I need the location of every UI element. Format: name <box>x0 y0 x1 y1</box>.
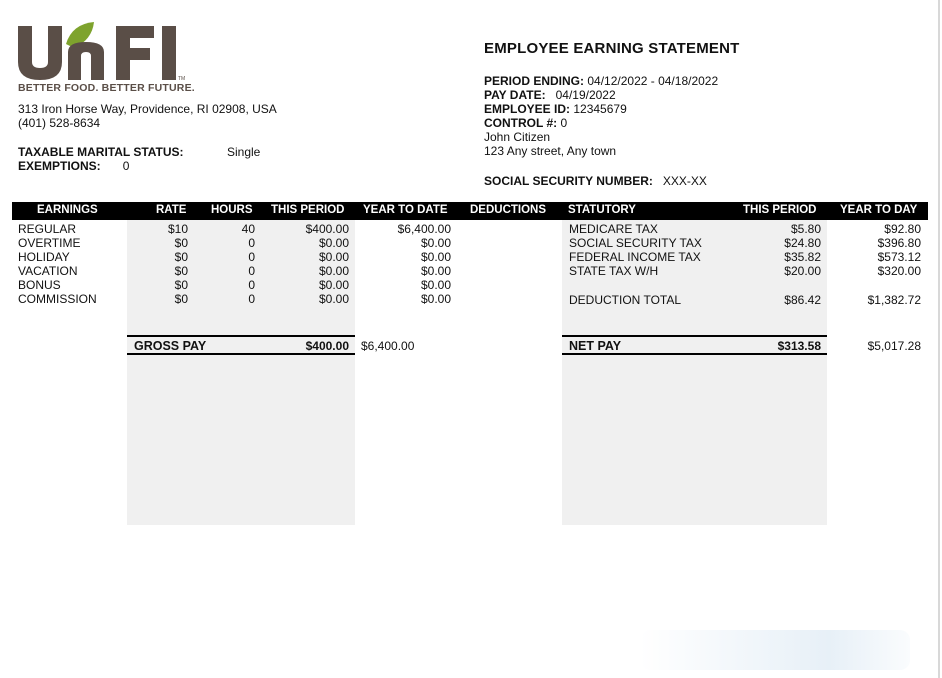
control-label: CONTROL #: <box>484 116 558 130</box>
statutory-name: MEDICARE TAX <box>569 222 658 236</box>
marital-status-label: TAXABLE MARITAL STATUS: <box>18 145 184 159</box>
statutory-this-period: $20.00 <box>784 264 821 278</box>
net-pay-bottom-rule <box>562 353 827 355</box>
period-ending-value: 04/12/2022 - 04/18/2022 <box>587 74 719 88</box>
earning-name: COMMISSION <box>18 292 97 306</box>
ssn-label: SOCIAL SECURITY NUMBER: <box>484 174 653 188</box>
earning-name: BONUS <box>18 278 61 292</box>
pay-date-value: 04/19/2022 <box>555 88 616 102</box>
company-logo <box>16 22 206 92</box>
employee-id-label: EMPLOYEE ID: <box>484 102 571 116</box>
earning-this-period: $0.00 <box>318 236 349 250</box>
statutory-ytd: $573.12 <box>877 250 921 264</box>
ssn-row <box>484 174 707 188</box>
net-pay-ytd: $5,017.28 <box>867 339 921 353</box>
earning-name: HOLIDAY <box>18 250 70 264</box>
employee-address: 123 Any street, Any town <box>484 144 617 158</box>
statutory-name: STATE TAX W/H <box>569 264 659 278</box>
marital-status-value: Single <box>227 145 261 159</box>
header-deductions: DEDUCTIONS <box>470 204 547 216</box>
earning-name: REGULAR <box>18 222 77 236</box>
earning-rate: $0 <box>174 250 188 264</box>
earning-ytd: $0.00 <box>420 250 451 264</box>
earning-this-period: $0.00 <box>318 292 349 306</box>
header-earnings: EARNINGS <box>37 204 98 216</box>
earning-name: OVERTIME <box>18 236 81 250</box>
earning-hours: 0 <box>248 278 255 292</box>
company-address: 313 Iron Horse Way, Providence, RI 02908, USA <box>18 102 277 116</box>
earning-hours: 0 <box>248 292 255 306</box>
deduction-total-this-period: $86.42 <box>784 293 821 307</box>
employee-id-value: 12345679 <box>573 102 627 116</box>
statutory-ytd: $396.80 <box>877 236 921 250</box>
earning-rate: $0 <box>174 292 188 306</box>
control-value: 0 <box>560 116 568 130</box>
company-tagline: BETTER FOOD. BETTER FUTURE. <box>18 82 195 94</box>
gross-pay-bottom-rule <box>127 353 355 355</box>
statutory-this-period: $24.80 <box>784 236 821 250</box>
earning-name: VACATION <box>18 264 78 278</box>
earning-this-period: $400.00 <box>305 222 349 236</box>
header-ytd: YEAR TO DATE <box>363 204 448 216</box>
earning-hours: 0 <box>248 250 255 264</box>
earning-hours: 40 <box>241 222 255 236</box>
deduction-total-label: DEDUCTION TOTAL <box>569 293 682 307</box>
header-statutory: STATUTORY <box>568 204 636 216</box>
earning-ytd: $0.00 <box>420 236 451 250</box>
statutory-ytd: $320.00 <box>877 264 921 278</box>
pay-date-label: PAY DATE: <box>484 88 546 102</box>
earning-hours: 0 <box>248 264 255 278</box>
faint-watermark <box>640 630 910 670</box>
statutory-name: FEDERAL INCOME TAX <box>569 250 701 264</box>
header-hours: HOURS <box>211 204 253 216</box>
header-this-period: THIS PERIOD <box>271 204 345 216</box>
statutory-this-period: $5.80 <box>790 222 821 236</box>
statutory-this-period: $35.82 <box>784 250 821 264</box>
earning-ytd: $0.00 <box>420 264 451 278</box>
earning-rate: $0 <box>174 236 188 250</box>
table-header <box>12 202 928 220</box>
net-pay-this-period: $313.58 <box>777 339 821 353</box>
earning-ytd: $6,400.00 <box>397 222 451 236</box>
header-year-to-day: YEAR TO DAY <box>840 204 918 216</box>
earning-this-period: $0.00 <box>318 278 349 292</box>
statement-title: EMPLOYEE EARNING STATEMENT <box>484 40 740 57</box>
exemptions-label: EXEMPTIONS: <box>18 159 101 173</box>
earning-ytd: $0.00 <box>420 292 451 306</box>
net-pay-label: NET PAY <box>569 339 622 353</box>
gross-pay-this-period: $400.00 <box>305 339 349 353</box>
company-phone: (401) 528-8634 <box>18 116 101 130</box>
earning-this-period: $0.00 <box>318 264 349 278</box>
gross-pay-top-rule <box>127 335 355 337</box>
net-pay-top-rule <box>562 335 827 337</box>
earning-this-period: $0.00 <box>318 250 349 264</box>
svg-text:TM: TM <box>178 76 186 80</box>
header-ded-this-period: THIS PERIOD <box>743 204 817 216</box>
earning-rate: $0 <box>174 278 188 292</box>
company-address-block <box>18 102 277 130</box>
gross-pay-ytd: $6,400.00 <box>361 339 415 353</box>
ssn-value: XXX-XX <box>662 174 707 188</box>
deduction-total-ytd: $1,382.72 <box>867 293 921 307</box>
statement-info <box>484 74 718 158</box>
page-edge <box>938 0 940 678</box>
earning-rate: $0 <box>174 264 188 278</box>
header-rate: RATE <box>156 204 187 216</box>
statutory-ytd: $92.80 <box>884 222 921 236</box>
gross-pay-label: GROSS PAY <box>134 339 207 353</box>
earning-rate: $10 <box>167 222 188 236</box>
employee-name: John Citizen <box>484 130 551 144</box>
earning-ytd: $0.00 <box>420 278 451 292</box>
statutory-name: SOCIAL SECURITY TAX <box>569 236 702 250</box>
exemptions-value: 0 <box>122 159 130 173</box>
earning-hours: 0 <box>248 236 255 250</box>
tax-info <box>18 145 260 173</box>
unfi-logo-mark <box>16 22 196 80</box>
period-ending-label: PERIOD ENDING: <box>484 74 585 88</box>
